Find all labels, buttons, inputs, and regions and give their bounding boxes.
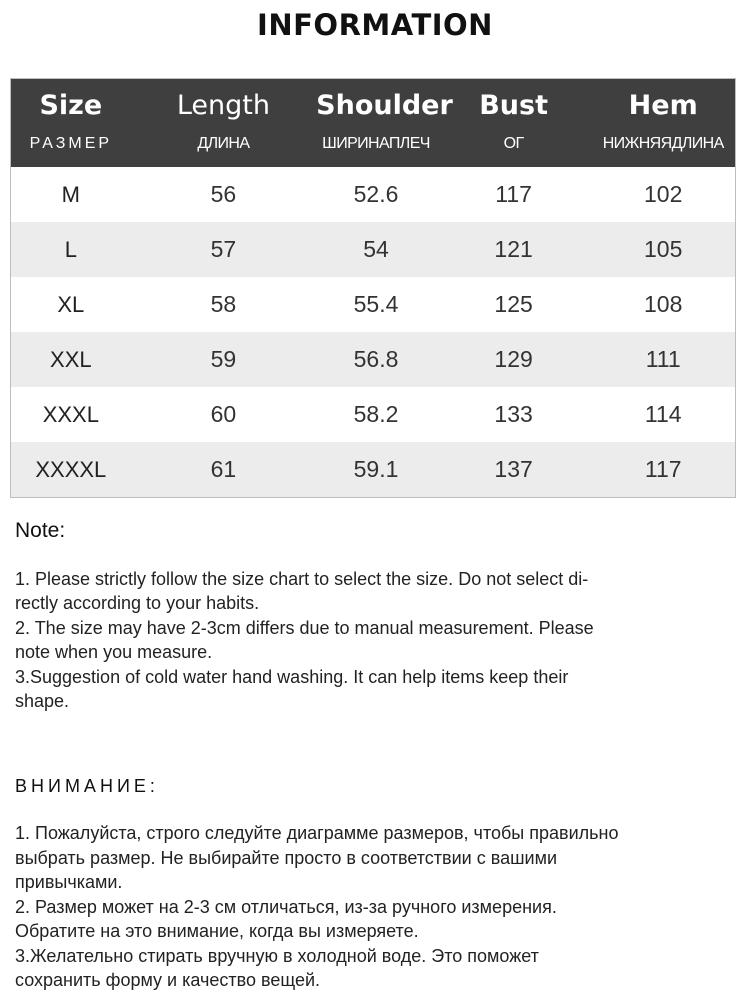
size-cell: XL — [57, 292, 85, 317]
note-line-en: shape. — [15, 691, 70, 711]
header-size-en: Size — [39, 90, 103, 121]
length-cell: 61 — [210, 456, 237, 482]
header-size-ru: РАЗМЕР — [29, 135, 113, 152]
table-row — [11, 222, 735, 277]
header-shoulder — [316, 79, 453, 167]
header-hem-en: Hem — [628, 90, 698, 121]
table-row — [11, 277, 735, 332]
table-row — [11, 332, 735, 387]
header-bust-ru: ОГ — [503, 135, 524, 152]
length-cell: 60 — [210, 401, 237, 427]
hem-cell: 117 — [644, 456, 682, 482]
table-row — [11, 387, 735, 442]
header-length — [131, 79, 316, 167]
shoulder-cell: 55.4 — [353, 291, 399, 317]
bust-cell: 133 — [494, 401, 533, 427]
note-line-en: 2. The size may have 2-3cm differs due to manual measurement. Please — [15, 617, 594, 638]
note-line-ru: 1. Пожалуйста, строго следуйте диаграмме размеров, чтобы правильно — [15, 823, 619, 843]
header-shoulder-ru: ШИРИНАПЛЕЧ — [322, 135, 430, 152]
note-line-ru: сохранить форму и качество вещей. — [15, 970, 321, 990]
hem-cell: 111 — [645, 346, 681, 372]
note-line-ru: Обратите на это внимание, когда вы измеряете. — [15, 921, 419, 941]
header-shoulder-en: Shoulder — [316, 90, 453, 121]
length-cell: 58 — [210, 291, 237, 317]
header-bust-en: Bust — [479, 90, 548, 121]
page-title: INFORMATION — [257, 8, 493, 42]
table-header — [11, 79, 735, 167]
hem-cell: 105 — [644, 236, 683, 262]
header-length-en: Length — [176, 90, 270, 121]
size-cell: L — [64, 237, 77, 262]
table-row — [11, 167, 735, 222]
hem-cell: 108 — [644, 291, 683, 317]
bust-cell: 121 — [494, 236, 533, 262]
length-cell: 57 — [210, 236, 237, 262]
note-heading-en: Note: — [15, 519, 66, 542]
header-length-ru: ДЛИНА — [197, 135, 250, 152]
note-line-en: rectly according to your habits. — [15, 593, 260, 613]
note-line-ru: 3.Желательно стирать вручную в холодной воде. Это поможет — [15, 945, 539, 966]
size-cell: XXL — [50, 347, 92, 372]
note-line-en: 3.Suggestion of cold water hand washing. It can help items keep their — [15, 666, 569, 687]
note-line-ru: 2. Размер может на 2-3 см отличаться, из-за ручного измерения. — [15, 896, 557, 917]
length-cell: 59 — [210, 346, 237, 372]
size-chart-table — [10, 78, 736, 498]
shoulder-cell: 54 — [363, 236, 389, 262]
size-cell: M — [61, 182, 80, 207]
note-line-en: 1. Please strictly follow the size chart to select the size. Do not select di- — [15, 568, 589, 589]
bust-cell: 117 — [495, 181, 532, 207]
shoulder-cell: 52.6 — [353, 181, 399, 207]
note-line-en: note when you measure. — [15, 642, 213, 662]
note-line-ru: выбрать размер. Не выбирайте просто в соответствии с вашими — [15, 847, 558, 868]
header-size — [11, 79, 131, 167]
bust-cell: 137 — [494, 456, 533, 482]
table-row — [11, 442, 735, 497]
length-cell: 56 — [210, 181, 237, 207]
bust-cell: 129 — [494, 346, 533, 372]
header-bust — [436, 79, 592, 167]
note-heading-ru: ВНИМАНИЕ: — [15, 775, 159, 796]
bust-cell: 125 — [494, 291, 533, 317]
notes-section — [15, 519, 735, 993]
hem-cell: 102 — [644, 181, 683, 207]
shoulder-cell: 59.1 — [353, 456, 399, 482]
hem-cell: 114 — [644, 401, 682, 427]
note-line-ru: привычками. — [15, 872, 123, 892]
header-hem — [591, 79, 735, 167]
size-cell: XXXXL — [35, 457, 107, 482]
size-cell: XXXL — [42, 402, 99, 427]
shoulder-cell: 56.8 — [353, 346, 399, 372]
header-hem-ru: НИЖНЯЯДЛИНА — [602, 135, 724, 152]
shoulder-cell: 58.2 — [353, 401, 399, 427]
